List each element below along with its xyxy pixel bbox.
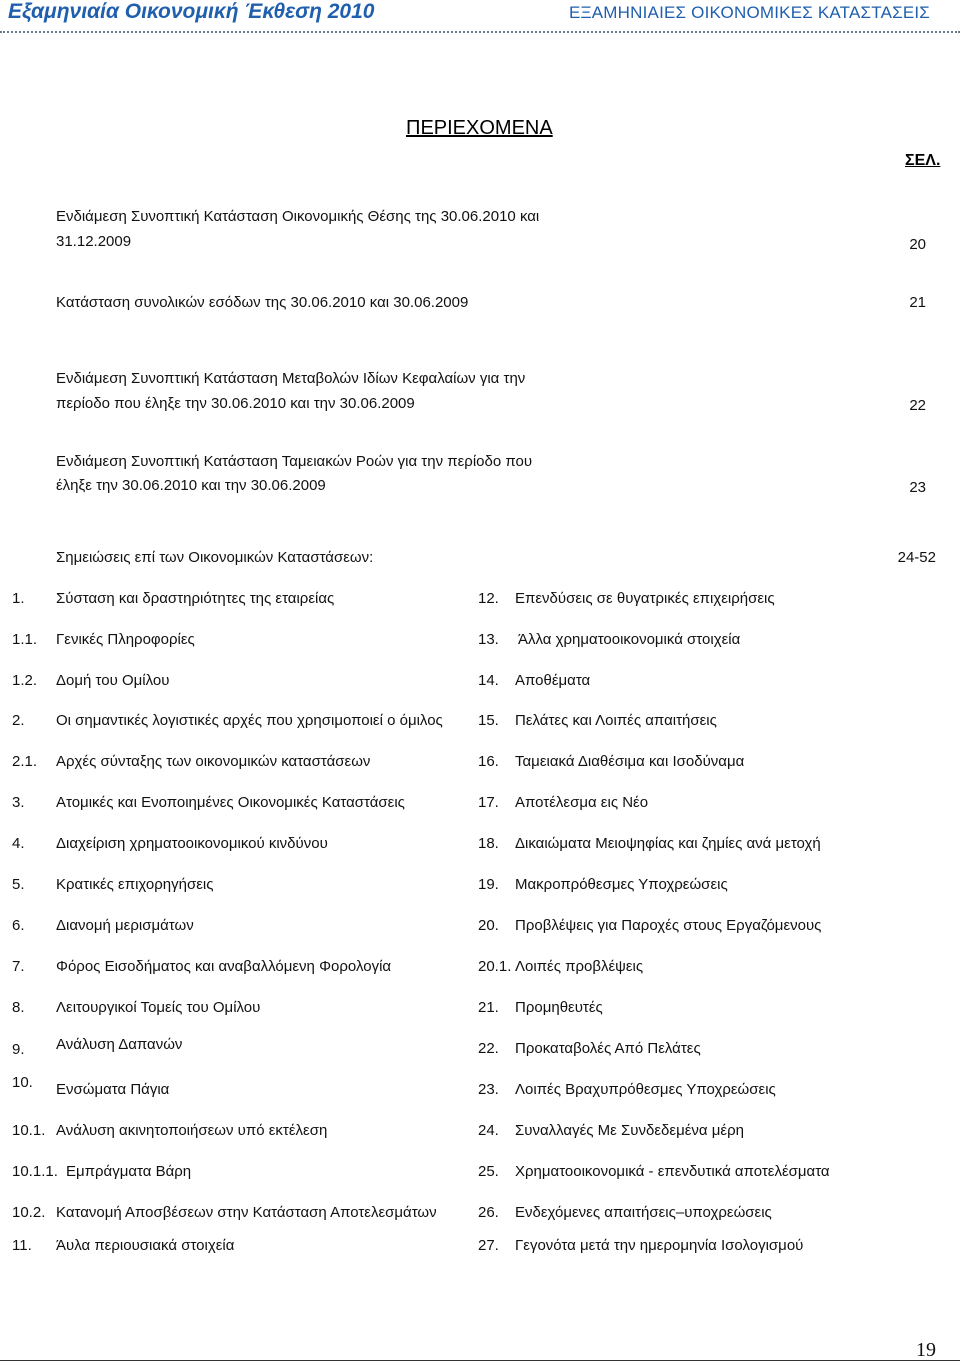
note-label: Προκαταβολές Από Πελάτες [515, 1040, 701, 1057]
page-column-label: ΣΕΛ. [905, 152, 941, 169]
note-number: 5. [12, 876, 25, 893]
note-number: 20. [478, 917, 499, 934]
note-label: Ατομικές και Ενοποιημένες Οικονομικές Καταστάσεις [56, 794, 405, 811]
note-label: Προμηθευτές [515, 999, 603, 1016]
note-label: Ταμειακά Διαθέσιμα και Ισοδύναμα [515, 753, 745, 770]
note-label: Δομή του Ομίλου [56, 672, 170, 689]
note-number: 14. [478, 672, 499, 689]
note-label: Πελάτες και Λοιπές απαιτήσεις [515, 712, 717, 729]
note-number: 10.1. [12, 1122, 46, 1139]
note-number: 7. [12, 958, 25, 975]
note-number: 18. [478, 835, 499, 852]
header-divider [0, 31, 960, 33]
note-number: 10.2. [12, 1204, 46, 1221]
note-label: Διαχείριση χρηματοοικονομικού κινδύνου [56, 835, 328, 852]
note-label: Φόρος Εισοδήματος και αναβαλλόμενη Φορολογία [56, 958, 392, 975]
section-page: 23 [909, 479, 926, 496]
section-line: Ενδιάμεση Συνοπτική Κατάσταση Μεταβολών Ιδίων Κεφαλαίων για την [56, 370, 526, 387]
note-number: 8. [12, 999, 25, 1016]
note-number: 10.1.1. [12, 1163, 58, 1180]
section-line: Ενδιάμεση Συνοπτική Κατάσταση Ταμειακών Ροών για την περίοδο που [56, 453, 533, 470]
note-number: 10. [12, 1074, 33, 1091]
note-number: 16. [478, 753, 499, 770]
section-page: 22 [909, 397, 926, 414]
note-label: Άλλα χρηματοοικονομικά στοιχεία [518, 631, 741, 648]
section-line: Ενδιάμεση Συνοπτική Κατάσταση Οικονομικής Θέσης της 30.06.2010 και [56, 208, 540, 225]
note-label: Αποτέλεσμα εις Νέο [515, 794, 649, 811]
page-title: ΠΕΡΙΕΧΟΜΕΝΑ [406, 117, 553, 139]
note-label: Εμπράγματα Βάρη [66, 1163, 192, 1180]
note-label: Λοιπές Βραχυπρόθεσμες Υποχρεώσεις [515, 1081, 776, 1098]
note-number: 3. [12, 794, 25, 811]
header-section-title: ΕΞΑΜΗΝΙΑΙΕΣ ΟΙΚΟΝΟΜΙΚΕΣ ΚΑΤΑΣΤΑΣΕΙΣ [568, 3, 930, 22]
section-page: 21 [909, 294, 926, 311]
note-number: 27. [478, 1237, 499, 1254]
note-number: 9. [12, 1041, 25, 1058]
section-line: Κατάσταση συνολικών εσόδων της 30.06.2010 και 30.06.2009 [56, 294, 469, 311]
note-number: 25. [478, 1163, 499, 1180]
note-label: Γενικές Πληροφορίες [56, 631, 195, 648]
note-label: Επενδύσεις σε θυγατρικές επιχειρήσεις [515, 590, 775, 607]
note-number: 17. [478, 794, 499, 811]
note-number: 1.1. [12, 631, 38, 648]
note-number: 1.2. [12, 672, 38, 689]
note-number: 13. [478, 631, 499, 648]
section-page: 24-52 [897, 549, 936, 566]
note-number: 1. [12, 590, 25, 607]
note-number: 12. [478, 590, 499, 607]
page-header [0, 0, 960, 36]
note-number: 15. [478, 712, 499, 729]
section-line: έληξε την 30.06.2010 και την 30.06.2009 [56, 477, 326, 494]
note-number: 24. [478, 1122, 499, 1139]
note-number: 2.1. [12, 753, 38, 770]
note-number: 26. [478, 1204, 499, 1221]
note-label: Λειτουργικοί Τομείς του Ομίλου [56, 999, 261, 1016]
note-label: Άυλα περιουσιακά στοιχεία [56, 1237, 235, 1254]
note-label: Διανομή μερισμάτων [56, 917, 194, 934]
note-label: Σύσταση και δραστηριότητες της εταιρείας [56, 590, 335, 607]
note-label: Χρηματοοικονομικά - επενδυτικά αποτελέσματα [515, 1163, 830, 1180]
note-label: Δικαιώματα Μειοψηφίας και ζημίες ανά μετοχή [515, 835, 821, 852]
section-page: 20 [909, 236, 926, 253]
note-number: 19. [478, 876, 499, 893]
note-label: Κατανομή Αποσβέσεων στην Κατάσταση Αποτελεσμάτων [56, 1204, 437, 1221]
note-label: Μακροπρόθεσμες Υποχρεώσεις [515, 876, 728, 893]
note-number: 21. [478, 999, 499, 1016]
note-label: Ενδεχόμενες απαιτήσεις–υποχρεώσεις [515, 1204, 772, 1221]
note-label: Λοιπές προβλέψεις [515, 958, 644, 975]
note-number: 20.1. [478, 958, 512, 975]
note-number: 4. [12, 835, 25, 852]
header-report-title: Εξαμηνιαία Οικονομική Έκθεση 2010 [8, 0, 375, 23]
page-number: 19 [916, 1339, 936, 1361]
note-label: Γεγονότα μετά την ημερομηνία Ισολογισμού [515, 1237, 804, 1254]
note-label: Ενσώματα Πάγια [56, 1081, 170, 1098]
note-number: 22. [478, 1040, 499, 1057]
section-line: περίοδο που έληξε την 30.06.2010 και την 30.06.2009 [56, 395, 415, 412]
note-number: 6. [12, 917, 25, 934]
note-label: Ανάλυση Δαπανών [56, 1036, 183, 1053]
section-line: Σημειώσεις επί των Οικονομικών Καταστάσεων: [56, 549, 374, 566]
note-label: Ανάλυση ακινητοποιήσεων υπό εκτέλεση [56, 1122, 328, 1139]
note-number: 2. [12, 712, 25, 729]
note-label: Οι σημαντικές λογιστικές αρχές που χρησιμοποιεί ο όμιλος [56, 712, 443, 729]
note-label: Προβλέψεις για Παροχές στους Εργαζόμενους [515, 917, 822, 934]
note-label: Κρατικές επιχορηγήσεις [56, 876, 214, 893]
note-label: Αρχές σύνταξης των οικονομικών καταστάσεων [56, 753, 371, 770]
note-label: Συναλλαγές Με Συνδεδεμένα μέρη [515, 1122, 744, 1139]
note-number: 23. [478, 1081, 499, 1098]
note-label: Αποθέματα [515, 672, 591, 689]
note-number: 11. [12, 1237, 32, 1254]
section-line: 31.12.2009 [56, 233, 132, 250]
